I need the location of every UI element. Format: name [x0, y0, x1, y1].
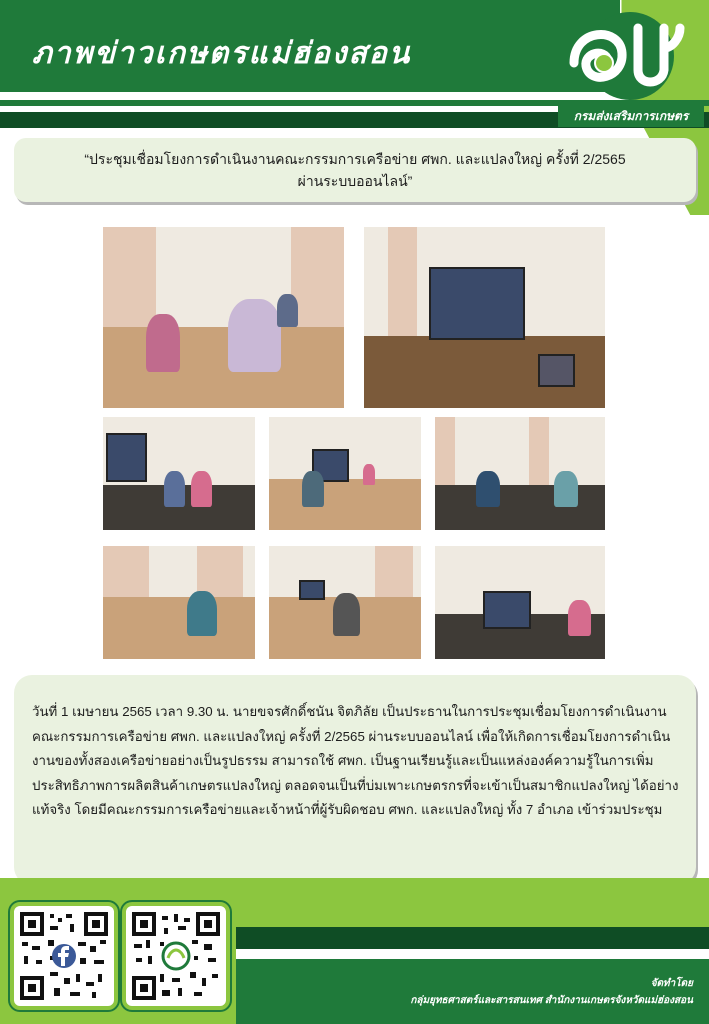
footer-gap — [236, 949, 709, 959]
photo-meeting-6 — [103, 546, 255, 659]
photo-meeting-3 — [103, 417, 255, 530]
photo-meeting-1 — [103, 227, 344, 408]
qr-code-icon — [132, 912, 220, 1000]
photo-meeting-5 — [435, 417, 605, 530]
page-title: ภาพข่าวเกษตรแม่ฮ่องสอน — [32, 36, 412, 71]
footer-dark-band — [236, 927, 709, 949]
qr-code-icon — [20, 912, 108, 1000]
headline-line-2: ผ่านระบบออนไลน์” — [297, 173, 413, 189]
doae-qr-code[interactable] — [122, 902, 230, 1010]
doae-icon — [163, 943, 189, 969]
footer-org: กลุ่มยุทธศาสตร์และสารสนเทศ สำนักงานเกษตรจังหวัดแม่ฮ่องสอน — [410, 995, 693, 1006]
photo-meeting-4 — [269, 417, 421, 530]
footer-green-band — [236, 959, 709, 1024]
photo-meeting-7 — [269, 546, 421, 659]
doae-logo-icon — [560, 8, 700, 103]
photo-meeting-2 — [364, 227, 605, 408]
logo-text: กรมส่งเสริมการเกษตร — [558, 106, 704, 127]
headline-line-1: “ประชุมเชื่อมโยงการดำเนินงานคณะกรรมการเครือข่าย ศพก. และแปลงใหญ่ ครั้งที่ 2/2565 — [84, 151, 626, 167]
photo-meeting-8 — [435, 546, 605, 659]
body-paragraph: วันที่ 1 เมษายน 2565 เวลา 9.30 น. นายขจรศักดิ์ชนัน จิตภิลัย เป็นประธานในการประชุมเชื่อมโยงการดำเนินงานคณะกรรมการเครือข่าย ศพก. และแปลงใหญ่ ครั้งที่ 2/2565 ผ่านระบบออนไลน์ เพื่อให้เกิดการเชื่อมโยงการดำเนินงานของทั้งสองเครือข่ายอย่างเป็นรูปธรรม สามารถใช้ ศพก. เป็นฐานเรียนรู้และเป็นแหล่งองค์ความรู้ในการเพิ่มประสิทธิภาพการผลิตสินค้าเกษตรแปลงใหญ่ ตลอดจนเป็นที่บ่มเพาะเกษตรกรที่จะเข้าเป็นสมาชิกแปลงใหญ่ ได้อย่างแท้จริง โดยมีคณะกรรมการเครือข่ายและเจ้าหน้าที่ผู้รับผิดชอบ ศพก. และแปลงใหญ่ ทั้ง 7 อำเภอ เข้าร่วมประชุม — [32, 704, 679, 817]
headline-box — [14, 138, 696, 202]
doae-logo — [560, 8, 700, 123]
footer-made-by: จัดทำโดย — [650, 978, 693, 989]
facebook-qr-code[interactable] — [10, 902, 118, 1010]
